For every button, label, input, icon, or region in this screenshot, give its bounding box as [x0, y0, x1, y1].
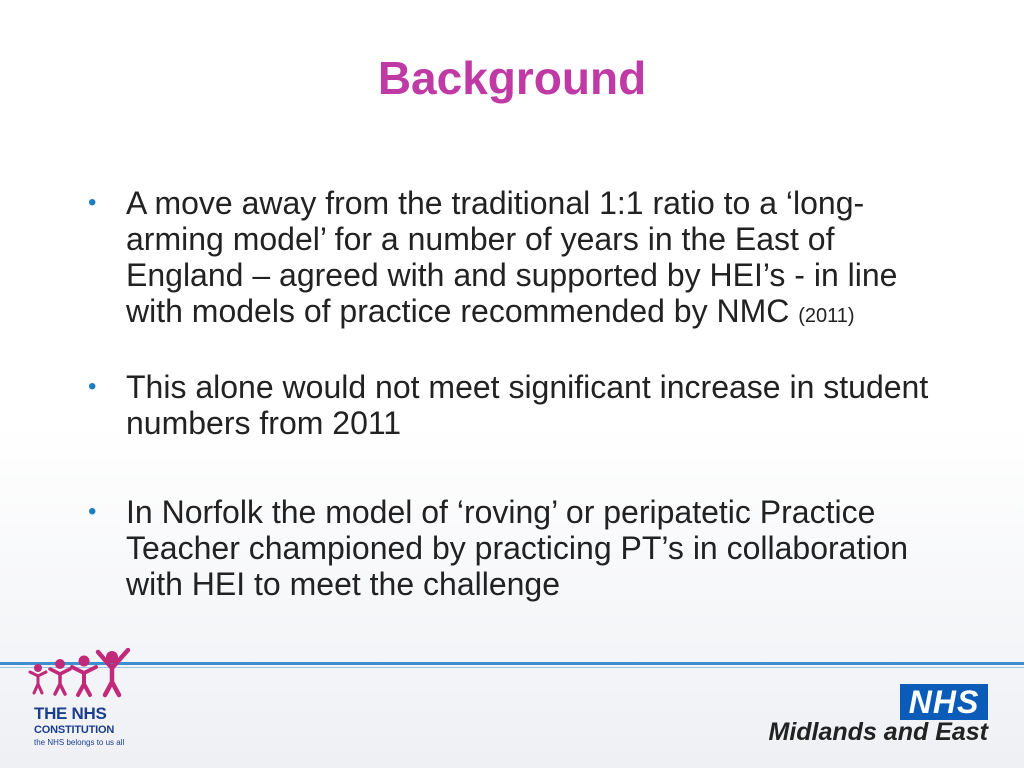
- constitution-subtitle: CONSTITUTION: [34, 724, 115, 736]
- bullet-list: [86, 185, 936, 637]
- constitution-title: THE NHS: [34, 704, 107, 723]
- slide-title: Background: [377, 52, 647, 104]
- people-figures-icon: [26, 648, 138, 700]
- bullet-reference: (2011): [798, 305, 855, 327]
- footer-divider: [0, 662, 1024, 665]
- nhs-logo: NHS: [900, 684, 988, 720]
- bullet-item: [86, 494, 936, 602]
- footer-divider-thin: [0, 667, 1024, 668]
- bullet-dot-icon: •: [88, 373, 97, 400]
- bullet-text: This alone would not meet significant increase in student numbers from 2011: [126, 369, 929, 441]
- bullet-item: [86, 369, 936, 441]
- bullet-text: A move away from the traditional 1:1 ratio to a ‘long-arming model’ for a number of years in the East of England – agreed with and supported by HEI’s - in line with models of practice recommended by NMC: [126, 185, 898, 329]
- constitution-tagline: the NHS belongs to us all: [34, 738, 125, 747]
- bullet-dot-icon: •: [88, 189, 97, 216]
- nhs-constitution-logo: [26, 648, 138, 758]
- bullet-dot-icon: •: [88, 498, 97, 525]
- bullet-text: In Norfolk the model of ‘roving’ or peripatetic Practice Teacher championed by practicing PT’s in collaboration with HEI to meet the challenge: [126, 494, 909, 602]
- bullet-item: [86, 185, 936, 334]
- region-label: Midlands and East: [768, 718, 988, 746]
